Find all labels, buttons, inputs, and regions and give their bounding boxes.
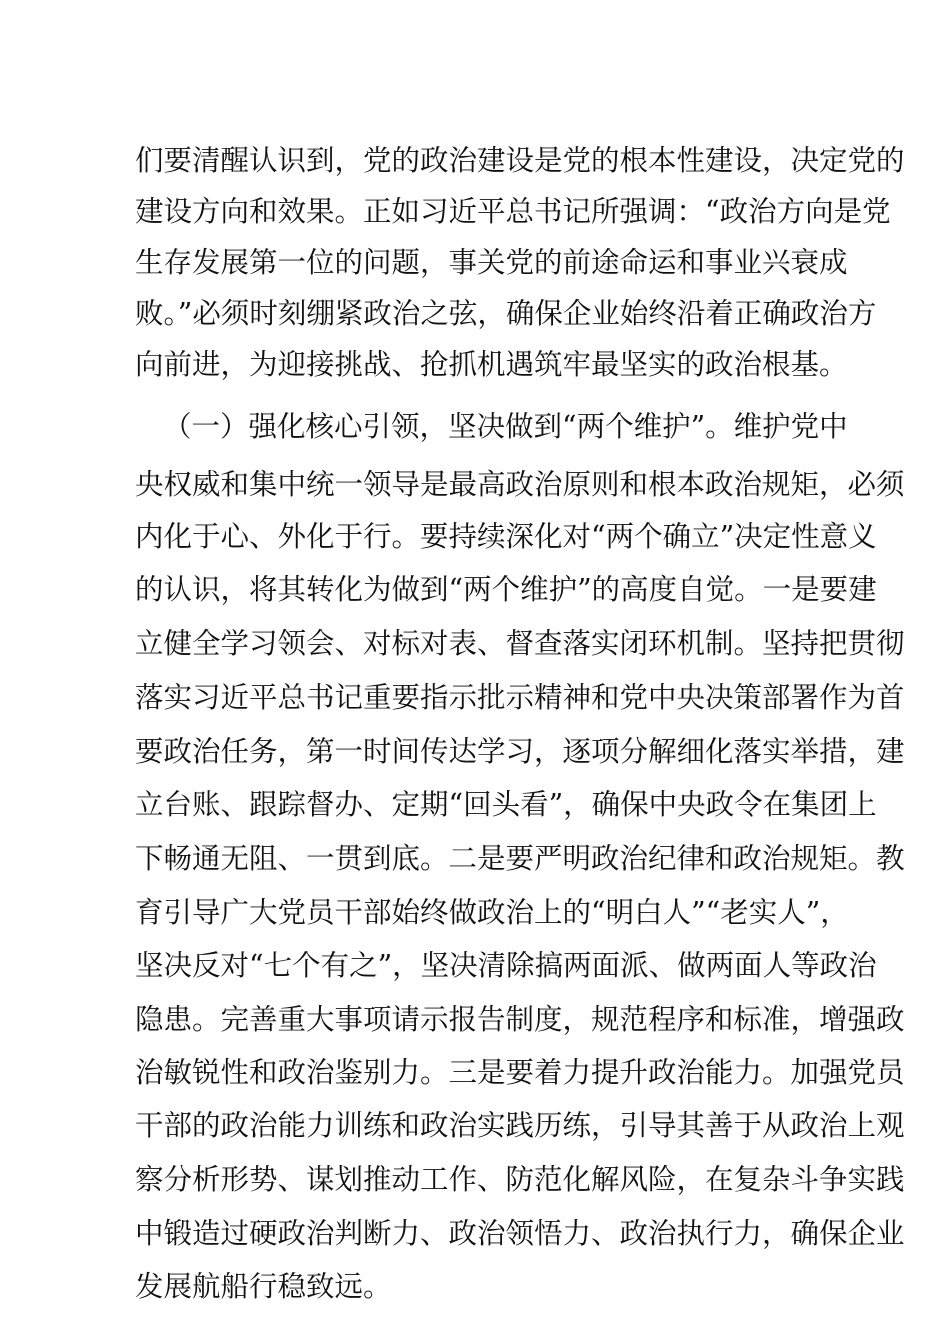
text-line-content: 生存发展第一位的问题，事关党的前途命运和事业兴衰成 [135, 246, 848, 279]
text-line [0, 512, 950, 562]
text-line-content: 建设方向和效果。正如习近平总书记所强调：“政治方向是党 [135, 195, 891, 228]
text-line [0, 1101, 950, 1151]
text-line [0, 727, 950, 777]
text-line-content: 下畅通无阻、一贯到底。二是要严明政治纪律和政治规矩。教 [135, 842, 905, 875]
text-line [0, 673, 950, 723]
text-line [0, 238, 950, 288]
text-line [0, 1155, 950, 1205]
text-line [0, 289, 950, 339]
text-line-content: 育引导广大党员干部始终做政治上的“明白人”“老实人”， [135, 896, 849, 929]
text-line [0, 888, 950, 938]
text-line [0, 187, 950, 237]
text-line-content: 立台账、跟踪督办、定期“回头看”，确保中央政令在集团上 [135, 788, 877, 821]
text-line-content: 隐患。完善重大事项请示报告制度，规范程序和标准，增强政 [135, 1003, 905, 1036]
text-line [0, 340, 950, 390]
text-line-content: 中锻造过硬政治判断力、政治领悟力、政治执行力，确保企业 [135, 1217, 905, 1250]
text-line [0, 1262, 950, 1312]
text-line [0, 1209, 950, 1259]
text-line [0, 619, 950, 669]
text-line [0, 136, 950, 186]
text-line-content: 干部的政治能力训练和政治实践历练，引导其善于从政治上观 [135, 1109, 905, 1142]
text-line-content: 内化于心、外化于行。要持续深化对“两个确立”决定性意义 [135, 520, 877, 553]
text-line-content: 立健全学习领会、对标对表、督查落实闭环机制。坚持把贯彻 [135, 627, 905, 660]
text-line-content: 落实习近平总书记重要指示批示精神和党中央决策部署作为首 [135, 681, 905, 714]
text-line-content: 察分析形势、谋划推动工作、防范化解风险，在复杂斗争实践 [135, 1163, 905, 1196]
text-line-content: 的认识，将其转化为做到“两个维护”的高度自觉。一是要建 [135, 573, 877, 606]
text-line-content: 治敏锐性和政治鉴别力。三是要着力提升政治能力。加强党员 [135, 1056, 905, 1089]
text-line-content: 发展航船行稳致远。 [135, 1270, 392, 1303]
text-line-content: （一）强化核心引领，坚决做到“两个维护”。维护党中 [163, 410, 848, 443]
text-line-content: 向前进，为迎接挑战、抢抓机遇筑牢最坚实的政治根基。 [135, 348, 848, 381]
section-heading-line [0, 402, 950, 452]
text-line [0, 834, 950, 884]
text-line [0, 780, 950, 830]
text-line-content: 要政治任务，第一时间传达学习，逐项分解细化落实举措，建 [135, 735, 905, 768]
text-line-content: 央权威和集中统一领导是最高政治原则和根本政治规矩，必须 [135, 468, 905, 501]
text-line-content: 坚决反对“七个有之”，坚决清除搞两面派、做两面人等政治 [135, 949, 877, 982]
text-line [0, 1048, 950, 1098]
text-line-content: 败。”必须时刻绷紧政治之弦，确保企业始终沿着正确政治方 [135, 297, 877, 330]
text-line [0, 460, 950, 510]
text-line [0, 941, 950, 991]
text-line [0, 565, 950, 615]
text-line-content: 们要清醒认识到，党的政治建设是党的根本性建设，决定党的 [135, 144, 905, 177]
text-line [0, 995, 950, 1045]
